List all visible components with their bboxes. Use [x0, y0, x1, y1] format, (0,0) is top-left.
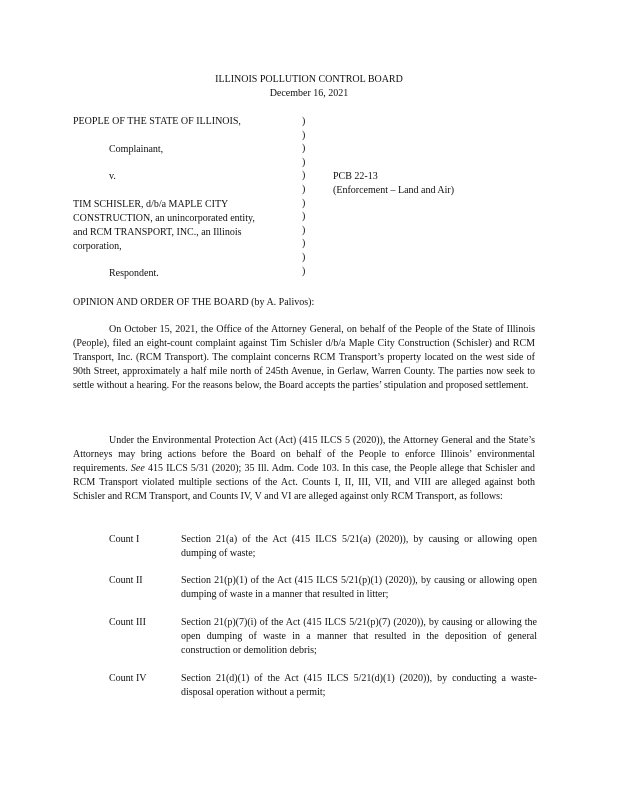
paragraph-1-text: On October 15, 2021, the Office of the Attorney General, on behalf of the People of the State of Illinois (People), filed an eight-count complaint against Tim Schisler d/b/a Maple City Construction (Schisler) and RCM Transport, Inc. (RCM Transport). The complaint concerns RCM Transport’s property located on the west side of 90th Street, approximately a half mile north of 245th Avenue, in Gerlaw, Warren County. The parties now seek to settle without a hearing. For the reasons below, the Board accepts the parties’ stipulation and proposed settlement.	[73, 324, 535, 391]
paren-mark: )	[302, 170, 306, 182]
respondent-line-4: corporation,	[73, 241, 122, 252]
count-4-text: Section 21(d)(1) of the Act (415 ILCS 5/21(d)(1) (2020)), by conducting a waste-disposal operation without a permit;	[181, 673, 537, 698]
paren-mark: )	[302, 197, 306, 209]
paragraph-2-part-2: 415 ILCS 5/31 (2020); 35 Ill. Adm. Code 103. In this case, the People allege that Schisler and RCM Transport violated multiple sections of the Act. Counts I, II, III, VII, and VIII are alleged against both Schisler and RCM Transport, and Counts IV, V and VI are alleged against only RCM Transport, as follows:	[73, 463, 536, 502]
count-3-label: Count III	[109, 617, 146, 628]
paragraph-1	[73, 323, 535, 393]
paren-mark: )	[302, 183, 306, 195]
paren-mark: )	[302, 116, 306, 127]
paren-mark: )	[302, 251, 306, 263]
count-4-label: Count IV	[109, 673, 147, 684]
paren-mark: )	[302, 238, 306, 250]
versus-label: v.	[109, 171, 116, 182]
paren-mark: )	[302, 156, 306, 168]
paragraph-2-part-1: Under the Environmental Protection Act (Act) (415 ILCS 5 (2020)), the Attorney General and the State’s Attorneys may bring actions before the Board on behalf of the People to enforce Illinois’ environmental requirements.	[73, 435, 535, 474]
paren-mark: )	[302, 265, 306, 277]
paragraph-2	[73, 434, 535, 504]
respondent-line-3: and RCM TRANSPORT, INC., an Illinois	[73, 227, 242, 238]
case-number: PCB 22-13	[333, 171, 378, 182]
board-name: ILLINOIS POLLUTION CONTROL BOARD	[215, 74, 403, 85]
see-signal: See	[130, 463, 145, 474]
respondent-line-1: TIM SCHISLER, d/b/a MAPLE CITY	[73, 199, 229, 210]
caption-divider	[302, 115, 312, 278]
count-1-label: Count I	[109, 534, 140, 545]
complainant-label: Complainant,	[109, 144, 164, 155]
count-2-text: Section 21(p)(1) of the Act (415 ILCS 5/21(p)(1) (2020)), by causing or allowing open dumping of waste in a manner that resulted in litter;	[181, 575, 537, 600]
paren-mark: )	[302, 211, 306, 223]
respondent-line-2: CONSTRUCTION, an unincorporated entity,	[73, 213, 255, 224]
count-3-text: Section 21(p)(7)(i) of the Act (415 ILCS 5/21(p)(7) (2020)), by causing or allowing the open dumping of waste in a manner that resulted in the deposition of general construction or demolition debris;	[181, 617, 537, 656]
count-1-text: Section 21(a) of the Act (415 ILCS 5/21(a) (2020)), by causing or allowing open dumping of waste;	[181, 534, 537, 559]
complainant-party: PEOPLE OF THE STATE OF ILLINOIS,	[73, 116, 241, 127]
paren-mark: )	[302, 129, 306, 141]
order-date: December 16, 2021	[269, 88, 349, 99]
case-type: (Enforcement – Land and Air)	[333, 185, 455, 196]
opinion-heading: OPINION AND ORDER OF THE BOARD (by A. Palivos):	[73, 297, 315, 308]
paren-mark: )	[302, 143, 306, 155]
respondent-label: Respondent.	[109, 268, 159, 279]
count-2-label: Count II	[109, 575, 143, 586]
paren-mark: )	[302, 224, 306, 236]
